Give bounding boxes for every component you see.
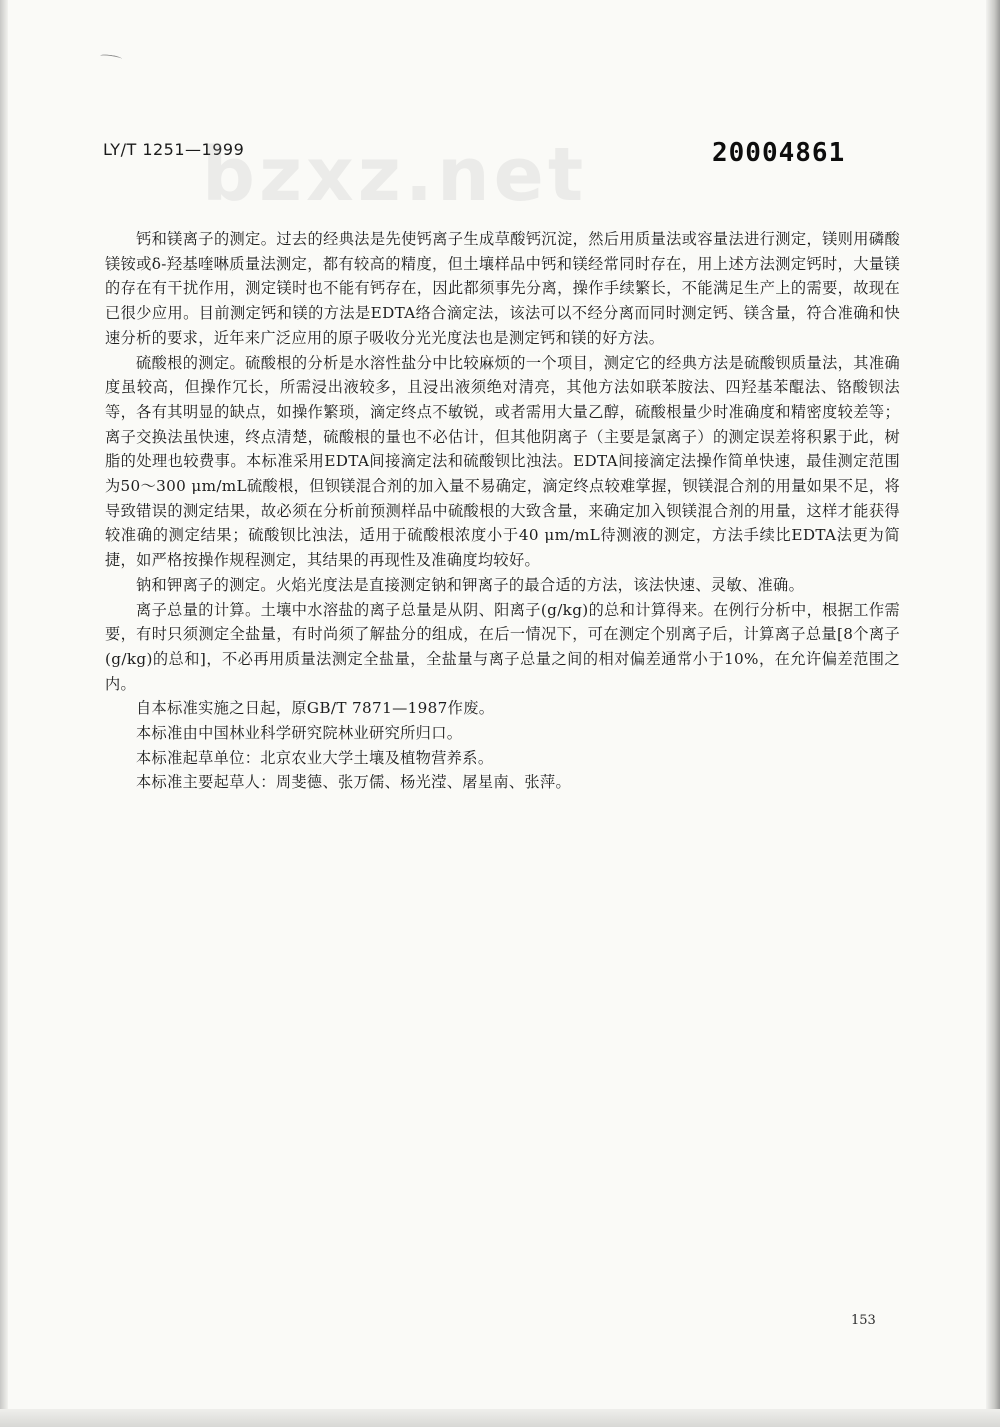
note-administered-by: 本标准由中国林业科学研究院林业研究所归口。 — [136, 724, 463, 743]
standard-code: LY/T 1251—1999 — [103, 140, 245, 159]
note-drafters: 本标准主要起草人：周斐德、张万儒、杨光滢、屠星南、张萍。 — [136, 773, 572, 792]
scan-bottom-edge — [0, 1409, 1000, 1427]
note-supersedes: 自本标准实施之日起，原GB/T 7871—1987作废。 — [136, 699, 495, 718]
paragraph-sulfate: 硫酸根的测定。硫酸根的分析是水溶性盐分中比较麻烦的一个项目，测定它的经典方法是硫酸钡质量法，其准确度虽较高，但操作冗长，所需浸出液较多，且浸出液须绝对清亮，其他方法如联苯胺法、四羟基苯醌法、铬酸钡法等，各有其明显的缺点，如操作繁琐，滴定终点不敏锐，或者需用大量乙醇，硫酸根量少时准确度和精密度较差等；离子交换法虽快速，终点清楚，硫酸根的量也不必估计，但其他阴离子（主要是氯离子）的测定误差将积累于此，树脂的处理也较费事。本标准采用EDTA间接滴定法和硫酸钡比浊法。EDTA间接滴定法操作简单快速，最佳测定范围为50～300 μm/mL硫酸根，但钡镁混合剂的加入量不易确定，滴定终点较难掌握，钡镁混合剂的用量如果不足，将导致错误的测定结果，故必须在分析前预测样品中硫酸根的大致含量，来确定加入钡镁混合剂的用量，这样才能获得较准确的测定结果；硫酸钡比浊法，适用于硫酸根浓度小于40 μm/mL待测液的测定，方法手续比EDTA法更为简捷，如严格按操作规程测定，其结果的再现性及准确度均较好。 — [105, 353, 900, 570]
paragraph-sodium-potassium: 钠和钾离子的测定。火焰光度法是直接测定钠和钾离子的最合适的方法，该法快速、灵敏、准确。 — [136, 575, 805, 594]
scan-mark — [100, 53, 122, 61]
scan-binding-edge — [986, 0, 1000, 1427]
scan-left-edge — [0, 0, 8, 1427]
document-number: 20004861 — [712, 138, 846, 168]
body-text — [105, 227, 900, 795]
page-number: 153 — [851, 1313, 876, 1328]
paragraph-total-ions: 离子总量的计算。土壤中水溶盐的离子总量是从阴、阳离子(g/kg)的总和计算得来。在例行分析中，根据工作需要，有时只须测定全盐量，有时尚须了解盐分的组成，在后一情况下，可在测定个别离子后，计算离子总量[8个离子(g/kg)的总和]，不必再用质量法测定全盐量，全盐量与离子总量之间的相对偏差通常小于10%，在允许偏差范围之内。 — [105, 600, 900, 693]
note-drafting-unit: 本标准起草单位：北京农业大学土壤及植物营养系。 — [136, 748, 494, 767]
watermark-text: bzxz.net — [202, 132, 588, 218]
paragraph-calcium-magnesium: 钙和镁离子的测定。过去的经典法是先使钙离子生成草酸钙沉淀，然后用质量法或容量法进行测定，镁则用磷酸镁铵或δ-羟基喹啉质量法测定，都有较高的精度，但土壤样品中钙和镁经常同时存在，用上述方法测定钙时，大量镁的存在有干扰作用，测定镁时也不能有钙存在，因此都须事先分离，操作手续繁长，不能满足生产上的需要，故现在已很少应用。目前测定钙和镁的方法是EDTA络合滴定法，该法可以不经分离而同时测定钙、镁含量，符合准确和快速分析的要求，近年来广泛应用的原子吸收分光光度法也是测定钙和镁的好方法。 — [105, 230, 900, 347]
